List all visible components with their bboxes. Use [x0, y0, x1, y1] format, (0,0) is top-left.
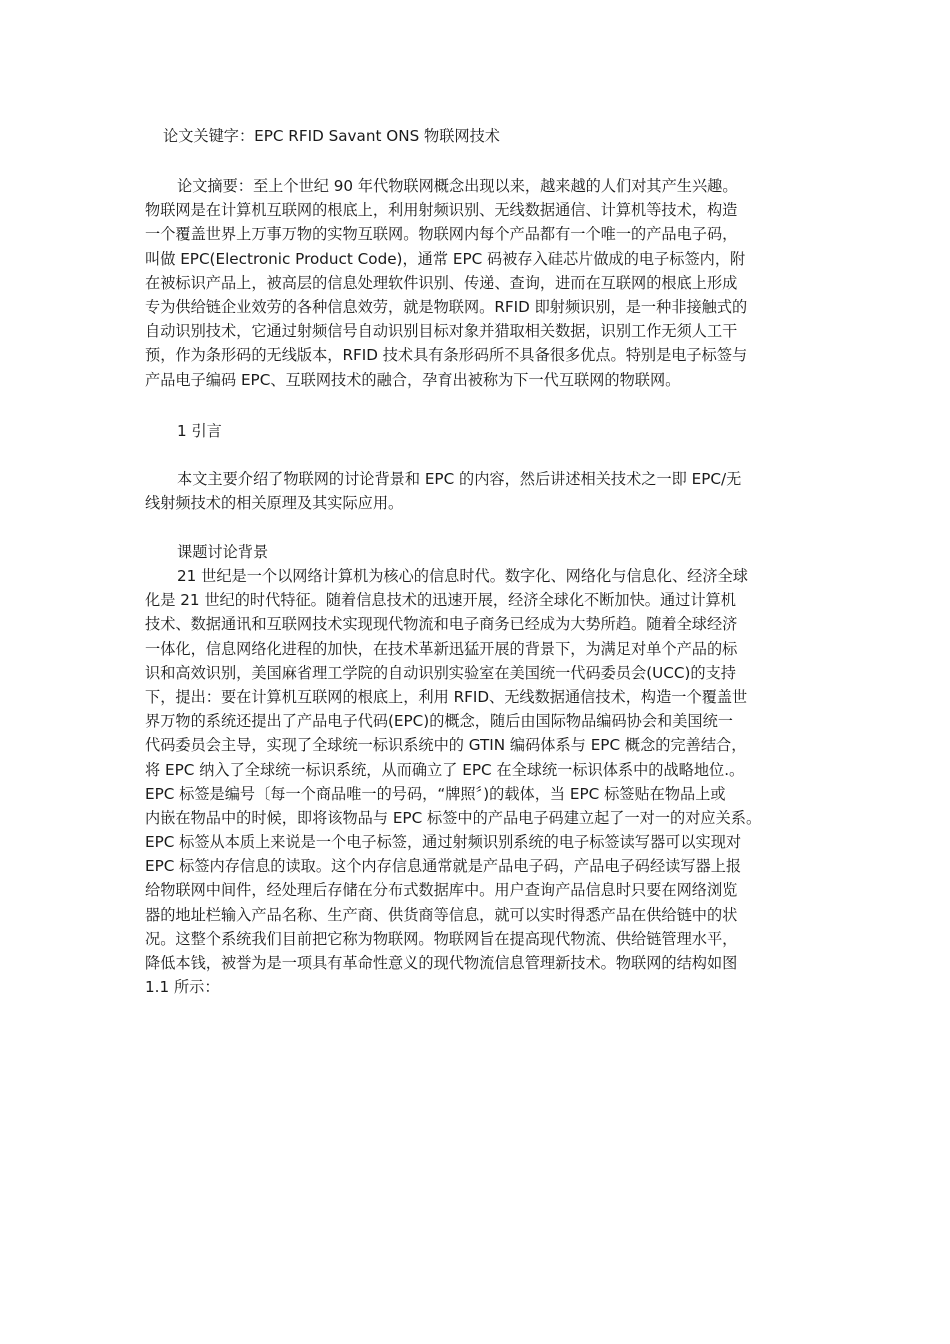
abstract-line: 物联网是在计算机互联网的根底上，利用射频识别、无线数据通信、计算机等技术，构造 — [145, 201, 738, 220]
background-line: 将 EPC 纳入了全球统一标识系统，从而确立了 EPC 在全球统一标识体系中的战略地位.。 — [145, 760, 745, 779]
background-line: EPC 标签内存信息的读取。这个内存信息通常就是产品电子码，产品电子码经读写器上报 — [145, 857, 742, 876]
section-heading-background: 课题讨论背景 — [177, 543, 269, 561]
background-line: EPC 标签是编号〔每一个商品唯一的号码，“牌照〞)的载体，当 EPC 标签贴在物品上或 — [145, 784, 726, 803]
background-line: 下，提出：要在计算机互联网的根底上，利用 RFID、无线数据通信技术，构造一个覆盖世 — [145, 687, 748, 706]
abstract-paragraph — [145, 174, 747, 392]
background-line: 一体化，信息网络化进程的加快，在技术革新迅猛开展的背景下，为满足对单个产品的标 — [145, 639, 738, 658]
abstract-line: 专为供给链企业效劳的各种信息效劳，就是物联网。RFID 即射频识别，是一种非接触式的 — [145, 297, 748, 316]
abstract-line: 一个覆盖世界上万事万物的实物互联网。物联网内每个产品都有一个唯一的产品电子码， — [145, 225, 738, 244]
background-line: 界万物的系统还提出了产品电子代码(EPC)的概念，随后由国际物品编码协会和美国统一 — [145, 712, 733, 731]
intro-paragraph — [145, 467, 741, 515]
background-line: 代码委员会主导，实现了全球统一标识系统中的 GTIN 编码体系与 EPC 概念的完善结合， — [145, 736, 747, 755]
background-line: 21 世纪是一个以网络计算机为核心的信息时代。数字化、网络化与信息化、经济全球 — [177, 567, 748, 585]
abstract-line: 自动识别技术，它通过射频信号自动识别目标对象并猎取相关数据，识别工作无须人工干 — [145, 322, 738, 341]
background-line: 降低本钱，被誉为是一项具有革命性意义的现代物流信息管理新技术。物联网的结构如图 — [145, 954, 738, 972]
abstract-line: 产品电子编码 EPC、互联网技术的融合，孕育出被称为下一代互联网的物联网。 — [145, 370, 681, 389]
background-line: 况。这整个系统我们目前把它称为物联网。物联网旨在提高现代物流、供给链管理水平， — [145, 929, 738, 948]
abstract-line: 在被标识产品上，被高层的信息处理软件识别、传递、查询，进而在互联网的根底上形成 — [145, 273, 738, 292]
intro-line: 线射频技术的相关原理及其实际应用。 — [145, 494, 404, 513]
background-paragraph — [145, 564, 761, 999]
background-line: 化是 21 世纪的时代特征。随着信息技术的迅速开展，经济全球化不断加快。通过计算机 — [145, 591, 736, 610]
keywords-line: 论文关键字：EPC RFID Savant ONS 物联网技术 — [163, 127, 500, 145]
background-line: 给物联网中间件，经处理后存储在分布式数据库中。用户查询产品信息时只要在网络浏览 — [145, 881, 738, 900]
background-line: 技术、数据通讯和互联网技术实现现代物流和电子商务已经成为大势所趋。随着全球经济 — [145, 615, 738, 634]
background-line: 内嵌在物品中的时候，即将该物品与 EPC 标签中的产品电子码建立起了一对一的对应关系。 — [145, 808, 762, 827]
section-heading-intro: 1 引言 — [177, 422, 222, 440]
background-line: 1.1 所示： — [145, 978, 220, 997]
abstract-line: 叫做 EPC(Electronic Product Code)，通常 EPC 码被存入硅芯片做成的电子标签内，附 — [145, 249, 746, 268]
intro-line: 本文主要介绍了物联网的讨论背景和 EPC 的内容，然后讲述相关技术之一即 EPC/无 — [177, 470, 742, 488]
abstract-line: 论文摘要：至上个世纪 90 年代物联网概念出现以来，越来越的人们对其产生兴趣。 — [177, 177, 738, 195]
background-line: 器的地址栏输入产品名称、生产商、供货商等信息，就可以实时得悉产品在供给链中的状 — [145, 905, 738, 924]
background-line: 识和高效识别，美国麻省理工学院的自动识别实验室在美国统一代码委员会(UCC)的支持 — [145, 663, 736, 682]
background-line: EPC 标签从本质上来说是一个电子标签，通过射频识别系统的电子标签读写器可以实现对 — [145, 833, 742, 852]
abstract-line: 预，作为条形码的无线版本，RFID 技术具有条形码所不具备很多优点。特别是电子标签与 — [145, 346, 748, 365]
